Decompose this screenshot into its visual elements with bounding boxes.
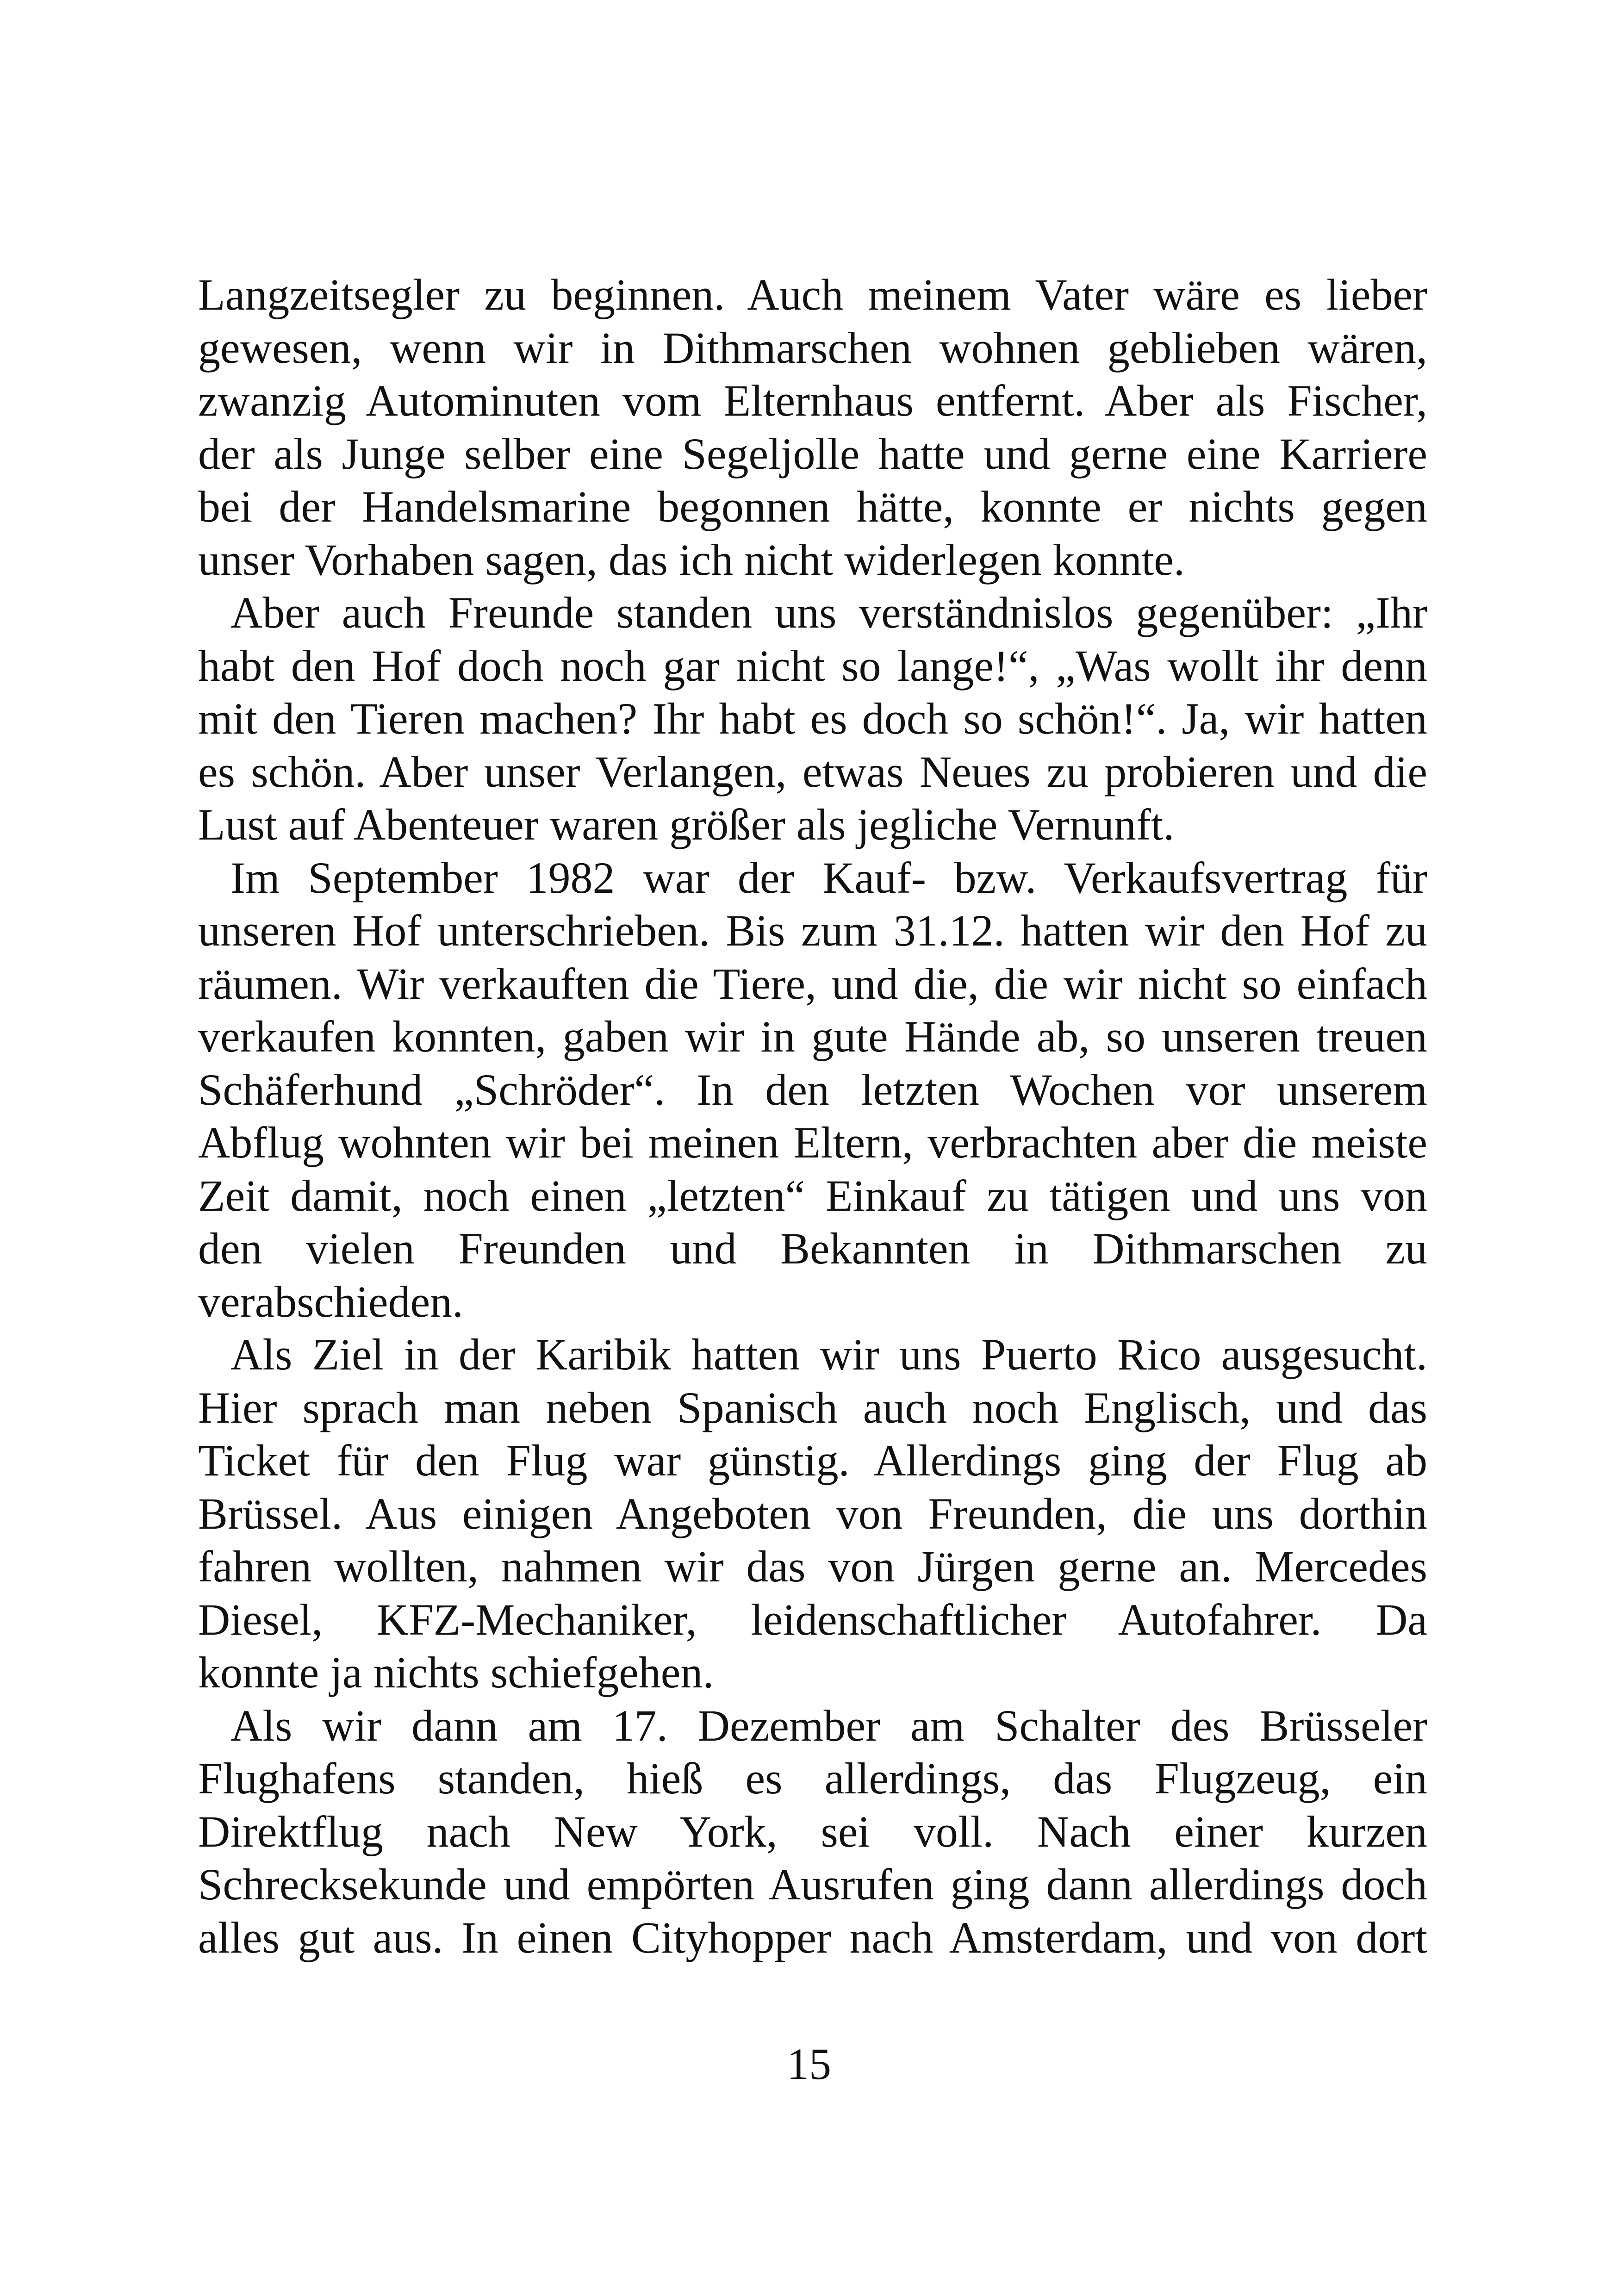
text-line: Hier sprach man neben Spanisch auch noch Englisch, und das: [198, 1382, 1427, 1432]
text-line: Direktflug nach New York, sei voll. Nach einer kurzen: [198, 1806, 1427, 1856]
text-line: unseren Hof unterschrieben. Bis zum 31.12. hatten wir den Hof zu: [198, 906, 1427, 955]
text-line: Als wir dann am 17. Dezember am Schalter des Brüsseler: [230, 1700, 1427, 1750]
text-line: Brüssel. Aus einigen Angeboten von Freunden, die uns dorthin: [198, 1488, 1427, 1538]
text-line: gewesen, wenn wir in Dithmarschen wohnen geblieben wären,: [198, 323, 1427, 373]
text-line: Ticket für den Flug war günstig. Allerdings ging der Flug ab: [198, 1436, 1427, 1485]
text-line: mit den Tieren machen? Ihr habt es doch so schön!“. Ja, wir hatten: [198, 694, 1427, 743]
body-text: [198, 268, 1427, 1964]
text-line: verkaufen konnten, gaben wir in gute Hände ab, so unseren treuen: [198, 1012, 1427, 1061]
text-line: Schäferhund „Schröder“. In den letzten Wochen vor unserem: [198, 1064, 1427, 1114]
text-line: konnte ja nichts schiefgehen.: [198, 1648, 714, 1697]
text-line: Aber auch Freunde standen uns verständnislos gegenüber: „Ihr: [230, 588, 1427, 637]
text-line: Abflug wohnten wir bei meinen Eltern, verbrachten aber die meiste: [198, 1118, 1427, 1167]
page-number: 15: [787, 2039, 831, 2089]
text-line: habt den Hof doch noch gar nicht so lange!“, „Was wollt ihr denn: [198, 641, 1427, 691]
text-line: es schön. Aber unser Verlangen, etwas Neues zu probieren und die: [198, 747, 1427, 796]
text-line: bei der Handelsmarine begonnen hätte, konnte er nichts gegen: [198, 482, 1427, 531]
text-line: Im September 1982 war der Kauf- bzw. Verkaufsvertrag für: [230, 852, 1427, 902]
text-line: räumen. Wir verkauften die Tiere, und die, die wir nicht so einfach: [198, 958, 1427, 1008]
text-line: den vielen Freunden und Bekannten in Dithmarschen zu: [198, 1224, 1427, 1273]
text-line: Als Ziel in der Karibik hatten wir uns Puerto Rico ausgesucht.: [230, 1330, 1427, 1379]
text-line: der als Junge selber eine Segeljolle hatte und gerne eine Karriere: [198, 429, 1427, 479]
text-line: alles gut aus. In einen Cityhopper nach Amsterdam, und von dort: [198, 1912, 1427, 1962]
text-line: Schrecksekunde und empörten Ausrufen ging dann allerdings doch: [198, 1860, 1427, 1909]
text-line: fahren wollten, nahmen wir das von Jürgen gerne an. Mercedes: [198, 1542, 1427, 1591]
text-line: Diesel, KFZ-Mechaniker, leidenschaftlicher Autofahrer. Da: [198, 1594, 1427, 1644]
text-line: verabschieden.: [198, 1276, 464, 1326]
text-line: Langzeitsegler zu beginnen. Auch meinem Vater wäre es lieber: [198, 270, 1427, 319]
text-line: Zeit damit, noch einen „letzten“ Einkauf zu tätigen und uns von: [198, 1170, 1427, 1220]
text-line: Flughafens standen, hieß es allerdings, das Flugzeug, ein: [198, 1754, 1427, 1803]
text-line: zwanzig Autominuten vom Elternhaus entfernt. Aber als Fischer,: [198, 376, 1427, 425]
text-line: unser Vorhaben sagen, das ich nicht widerlegen konnte.: [198, 535, 1185, 585]
text-line: Lust auf Abenteuer waren größer als jegliche Vernunft.: [198, 800, 1175, 849]
